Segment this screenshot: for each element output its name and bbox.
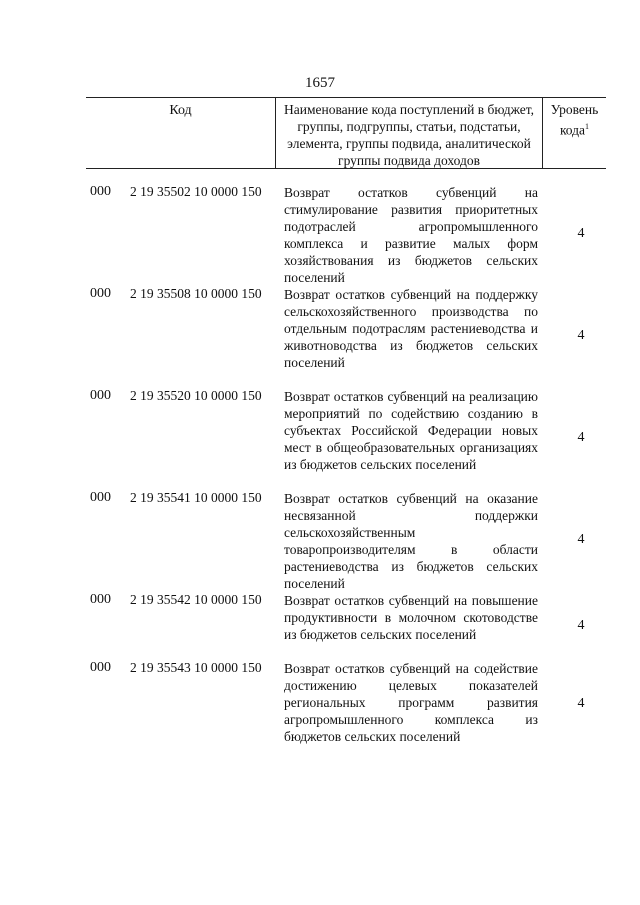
income-name: Возврат остатков субвенций на содействие достижению целевых показателей региональных программ развития агропромышленного комплекса из бюджетов сельских поселений <box>284 661 538 744</box>
table-row <box>86 490 606 592</box>
header-name: Наименование кода поступлений в бюджет, группы, подгруппы, статьи, подстатьи, элемента, группы подвида, аналитической группы подвида доходов <box>283 102 534 168</box>
income-name: Возврат остатков субвенций на оказание несвязанной поддержки сельскохозяйственным товаропроизводителям в области растениеводства из бюджетов сельских поселений <box>284 491 538 591</box>
income-name: Возврат остатков субвенций на стимулирование развития приоритетных подотраслей агропромышленного комплекса и развитие малых форм хозяйствования из бюджетов сельских поселений <box>284 185 538 285</box>
header-level <box>542 98 606 168</box>
header-level-label: Уровень кода <box>550 102 599 138</box>
code-level: 4 <box>577 226 585 241</box>
header-code: Код <box>86 98 276 168</box>
table-row <box>86 388 606 490</box>
table-row <box>86 184 606 286</box>
admin-code: 000 <box>90 184 111 199</box>
income-code: 2 19 35543 10 0000 150 <box>130 660 262 675</box>
admin-code: 000 <box>90 660 111 675</box>
code-level: 4 <box>577 696 585 711</box>
admin-code: 000 <box>90 286 111 301</box>
income-code: 2 19 35520 10 0000 150 <box>130 388 262 403</box>
income-code: 2 19 35502 10 0000 150 <box>130 184 262 199</box>
income-name: Возврат остатков субвенций на повышение продуктивности в молочном скотоводстве из бюджетов сельских поселений <box>284 593 538 642</box>
income-code: 2 19 35508 10 0000 150 <box>130 286 262 301</box>
table-row <box>86 286 606 388</box>
page-number: 1657 <box>305 75 335 91</box>
table-row <box>86 660 606 762</box>
income-name: Возврат остатков субвенций на реализацию мероприятий по содействию созданию в субъектах Российской Федерации новых мест в общеобразовательных организациях из бюджетов сельских поселений <box>284 389 538 472</box>
table-header <box>86 97 606 169</box>
admin-code: 000 <box>90 592 111 607</box>
code-level: 4 <box>577 532 585 547</box>
income-code: 2 19 35541 10 0000 150 <box>130 490 262 505</box>
admin-code: 000 <box>90 490 111 505</box>
code-level: 4 <box>577 328 585 343</box>
income-name: Возврат остатков субвенций на поддержку сельскохозяйственного производства по отдельным подотраслям растениеводства и животноводства из бюджетов сельских поселений <box>284 287 538 370</box>
table-row <box>86 592 606 660</box>
admin-code: 000 <box>90 388 111 403</box>
footnote-marker: 1 <box>585 122 590 131</box>
income-code: 2 19 35542 10 0000 150 <box>130 592 262 607</box>
code-level: 4 <box>577 618 585 633</box>
table-body <box>86 184 606 762</box>
code-level: 4 <box>577 430 585 445</box>
